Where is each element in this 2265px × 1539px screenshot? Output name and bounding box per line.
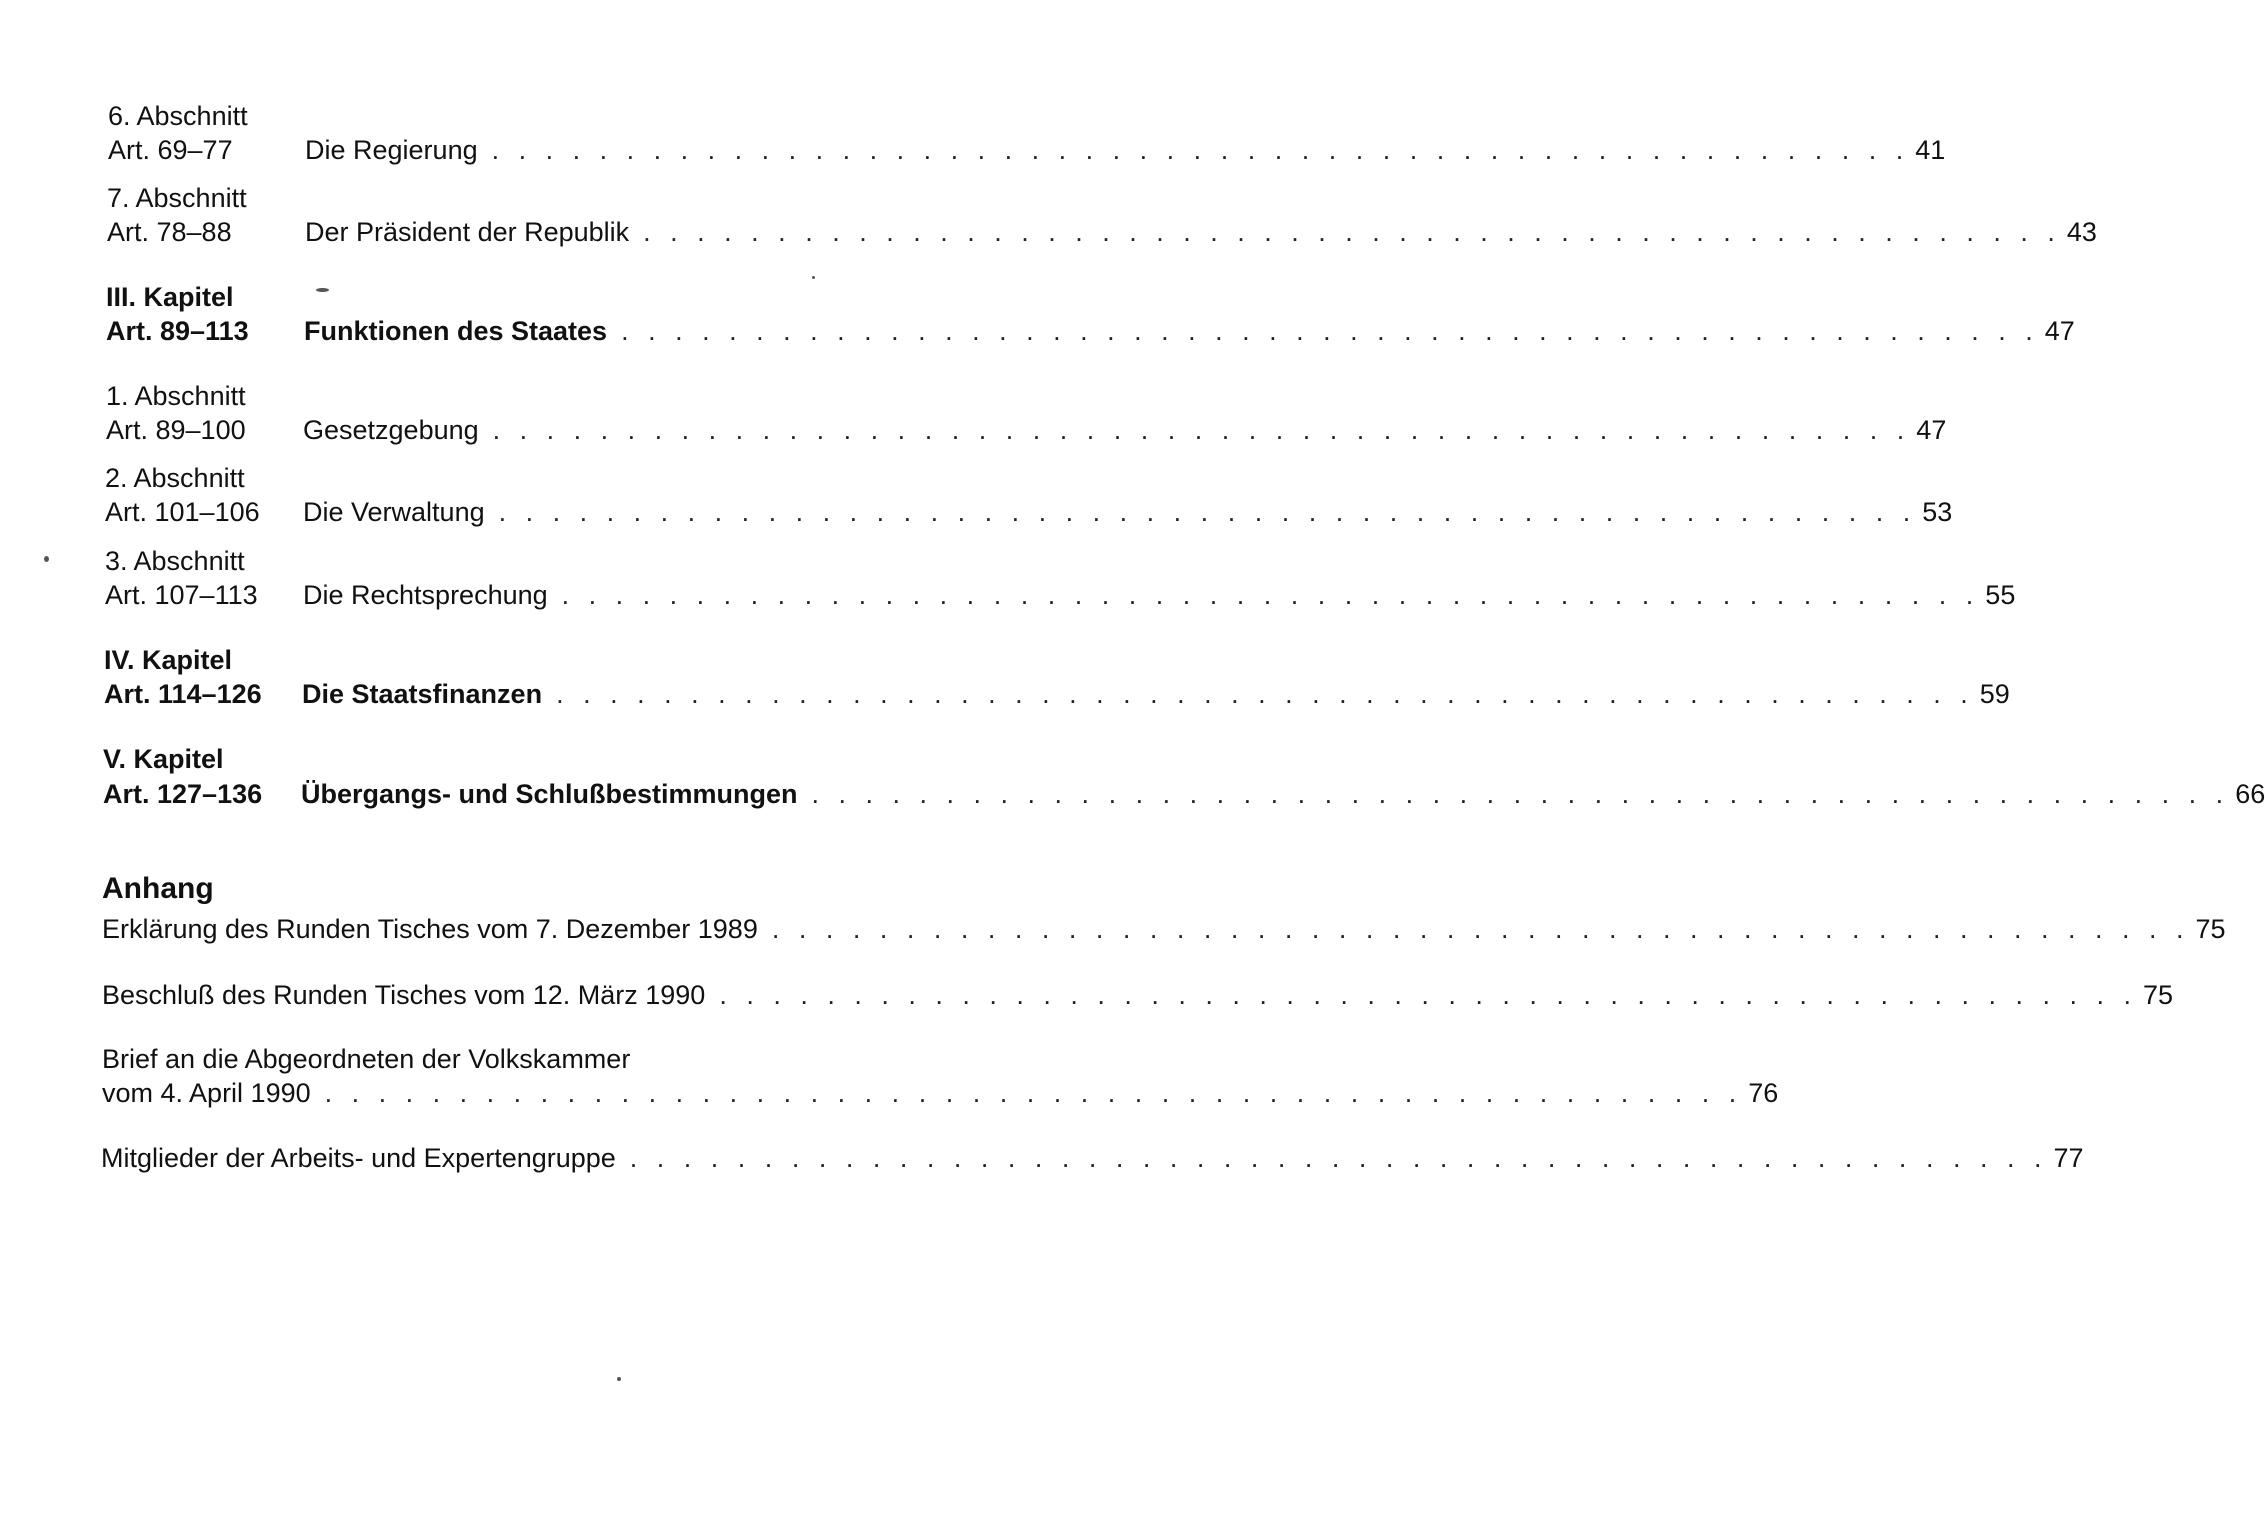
article-range: Art. 101–106 (105, 497, 260, 527)
toc-entry (108, 132, 1946, 168)
section-label: 7. Abschnitt (107, 183, 247, 213)
dot-leader: . . . . . . . . . . . . . . . . . . . . . . . . . . . . . . . . . . . . . . . . . . . . . . . . . . . . . (811, 779, 2230, 809)
appendix-entry (102, 1075, 1779, 1111)
scan-speck (316, 288, 329, 292)
appendix-heading: Anhang (102, 872, 214, 905)
toc-entry (105, 494, 1953, 530)
page-number: 43 (2066, 217, 2097, 247)
dot-leader: . . . . . . . . . . . . . . . . . . . . . . . . . . . . . . . . . . . . . . . . . . . . . . . . . . . . . (643, 217, 2061, 247)
toc-entry (106, 412, 1947, 448)
dot-leader: . . . . . . . . . . . . . . . . . . . . . . . . . . . . . . . . . . . . . . . . . . . . . . . . . . . . . (491, 135, 1910, 165)
entry-title: Erklärung des Runden Tisches vom 7. Dezember 1989 (102, 914, 758, 944)
entry-title: Funktionen des Staates (304, 316, 608, 346)
page-number: 47 (2044, 316, 2075, 346)
entry-title: Der Präsident der Republik (305, 217, 630, 247)
entry-title: vom 4. April 1990 (102, 1078, 311, 1108)
article-range: Art. 69–77 (108, 135, 233, 165)
page-number: 41 (1915, 135, 1946, 165)
dot-leader: . . . . . . . . . . . . . . . . . . . . . . . . . . . . . . . . . . . . . . . . . . . . . . . . . . . . . (629, 1143, 2048, 1173)
entry-title: Die Staatsfinanzen (302, 679, 543, 709)
chapter-label: V. Kapitel (103, 744, 224, 774)
article-range: Art. 89–100 (106, 415, 246, 445)
article-range: Art. 107–113 (105, 580, 258, 610)
toc-entry (106, 313, 2075, 349)
page-number: 77 (2053, 1143, 2084, 1173)
section-label: 2. Abschnitt (105, 463, 245, 493)
page-number: 75 (2142, 980, 2174, 1010)
entry-title: Beschluß des Runden Tisches vom 12. März 1990 (102, 980, 706, 1010)
section-label: 1. Abschnitt (106, 381, 246, 411)
dot-leader: . . . . . . . . . . . . . . . . . . . . . . . . . . . . . . . . . . . . . . . . . . . . . . . . . . . . . (556, 679, 1974, 709)
article-range: Art. 114–126 (104, 679, 262, 709)
entry-title: Die Regierung (305, 135, 478, 165)
page-number: 75 (2195, 914, 2226, 944)
page-number: 76 (1748, 1078, 1779, 1108)
appendix-entry (102, 911, 2226, 947)
appendix-entry (101, 1140, 2084, 1176)
appendix-entry-line: Brief an die Abgeordneten der Volkskammer (102, 1044, 631, 1074)
toc-entry (104, 676, 2010, 712)
page-number: 66 (2235, 779, 2265, 809)
section-label: 6. Abschnitt (108, 101, 248, 131)
entry-title: Übergangs- und Schlußbestimmungen (301, 779, 798, 809)
entry-title: Die Verwaltung (303, 497, 485, 527)
appendix-entry (102, 977, 2174, 1013)
article-range: Art. 127–136 (103, 779, 263, 809)
toc-entry (103, 776, 2265, 812)
page-number: 53 (1922, 497, 1953, 527)
chapter-label: III. Kapitel (106, 282, 234, 312)
scan-speck (44, 556, 49, 562)
entry-title: Gesetzgebung (303, 415, 479, 445)
entry-title: Mitglieder der Arbeits- und Expertengruppe (101, 1143, 616, 1173)
dot-leader: . . . . . . . . . . . . . . . . . . . . . . . . . . . . . . . . . . . . . . . . . . . . . . . . . . . . . (498, 497, 1917, 527)
article-range: Art. 78–88 (107, 217, 232, 247)
dot-leader: . . . . . . . . . . . . . . . . . . . . . . . . . . . . . . . . . . . . . . . . . . . . . . . . . . . . . (621, 316, 2039, 346)
page-number: 59 (1979, 679, 2010, 709)
scan-speck (617, 1377, 621, 1381)
dot-leader: . . . . . . . . . . . . . . . . . . . . . . . . . . . . . . . . . . . . . . . . . . . . . . . . . . . . . (771, 914, 2190, 944)
chapter-label: IV. Kapitel (104, 645, 233, 675)
dot-leader: . . . . . . . . . . . . . . . . . . . . . . . . . . . . . . . . . . . . . . . . . . . . . . . . . . . . . (492, 415, 1911, 445)
entry-title: Die Rechtsprechung (303, 580, 548, 610)
toc-entry (107, 214, 2097, 250)
article-range: Art. 89–113 (106, 316, 249, 346)
dot-leader: . . . . . . . . . . . . . . . . . . . . . . . . . . . . . . . . . . . . . . . . . . . . . . . . . . . . . (719, 980, 2137, 1010)
page-number: 47 (1916, 415, 1947, 445)
page-number: 55 (1985, 580, 2016, 610)
dot-leader: . . . . . . . . . . . . . . . . . . . . . . . . . . . . . . . . . . . . . . . . . . . . . . . . . . . . . (561, 580, 1980, 610)
scan-speck (812, 276, 815, 279)
section-label: 3. Abschnitt (105, 546, 245, 576)
dot-leader: . . . . . . . . . . . . . . . . . . . . . . . . . . . . . . . . . . . . . . . . . . . . . . . . . . . . . (324, 1078, 1743, 1108)
toc-entry (105, 577, 2016, 613)
